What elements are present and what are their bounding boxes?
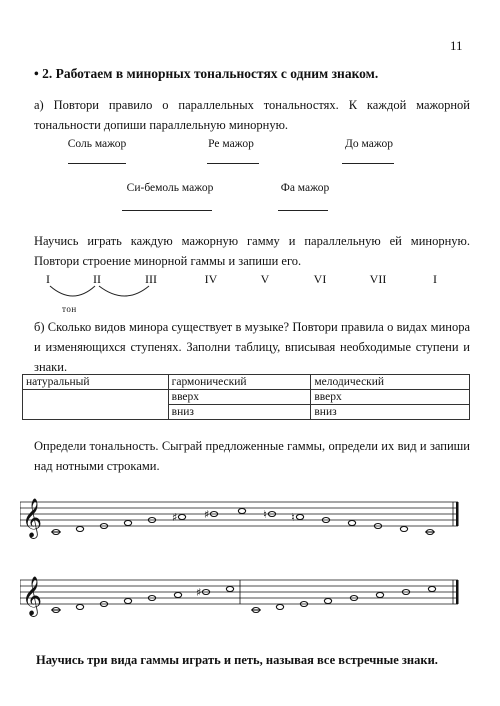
table-header-cell: натуральный	[23, 375, 169, 390]
table-header-cell: мелодический	[311, 375, 470, 390]
key-label-fa-major: Фа мажор	[280, 182, 330, 194]
staff-1-notes	[51, 509, 435, 535]
ton-label: тон	[62, 304, 77, 314]
answer-blank-1[interactable]	[68, 163, 126, 164]
degree-2: II	[93, 272, 101, 286]
degree-4: IV	[204, 272, 218, 286]
key-label-si-flat-major: Си-бемоль мажор	[126, 182, 214, 194]
natural-icon: ♮	[291, 511, 295, 524]
table-row	[23, 390, 470, 405]
table-cell[interactable]: вверх	[311, 390, 470, 405]
degree-7: VII	[369, 272, 387, 286]
page-number: 11	[450, 38, 463, 53]
table-cell[interactable]: вниз	[311, 405, 470, 420]
table-cell[interactable]: вниз	[168, 405, 311, 420]
table-header-cell: гармонический	[168, 375, 311, 390]
scale-structure-text: Научись играть каждую мажорную гамму и параллельную ей минорную. Повтори строение минорной гаммы и запиши его.	[34, 234, 470, 268]
answer-blank-5[interactable]	[278, 210, 328, 211]
treble-clef-icon: 𝄞	[22, 498, 43, 538]
task-b-text: б) Сколько видов минора существует в музыке? Повтори правила о видах минора и изменяющихся ступенях. Заполни таблицу, вписывая необходимые ступени и знаки.	[34, 320, 470, 374]
key-label-re-major: Ре мажор	[208, 138, 254, 150]
minor-types-table	[22, 374, 470, 420]
tonality-task-text: Определи тональность. Сыграй предложенные гаммы, определи их вид и запиши над нотными строками.	[34, 439, 470, 473]
sharp-icon: ♯	[196, 586, 202, 599]
degree-arcs	[0, 284, 500, 306]
degree-5: V	[260, 272, 270, 286]
degree-1: I	[46, 272, 50, 286]
table-cell[interactable]: вверх	[168, 390, 311, 405]
table-header-row	[23, 375, 470, 390]
staff-2-notes	[51, 587, 436, 613]
natural-icon: ♮	[263, 508, 267, 521]
music-staff-1	[20, 490, 460, 550]
degree-6: VI	[313, 272, 327, 286]
task-a-text: а) Повтори правило о параллельных тональностях. К каждой мажорной тональности допиши параллельную минорную.	[34, 98, 470, 132]
section-title: • 2. Работаем в минорных тональностях с одним знаком.	[34, 66, 379, 81]
music-staff-2	[20, 568, 460, 628]
degree-8: I	[433, 272, 437, 286]
table-cell-natural[interactable]	[23, 390, 169, 420]
key-label-do-major: До мажор	[345, 138, 393, 150]
sharp-icon: ♯	[204, 508, 210, 521]
footer-instruction: Научись три вида гаммы играть и петь, называя все встречные знаки.	[36, 653, 438, 667]
degree-3: III	[145, 272, 157, 286]
sharp-icon: ♯	[172, 511, 178, 524]
answer-blank-2[interactable]	[207, 163, 259, 164]
key-label-sol-major: Соль мажор	[67, 138, 127, 150]
treble-clef-icon: 𝄞	[22, 576, 43, 616]
answer-blank-4[interactable]	[122, 210, 212, 211]
answer-blank-3[interactable]	[342, 163, 394, 164]
